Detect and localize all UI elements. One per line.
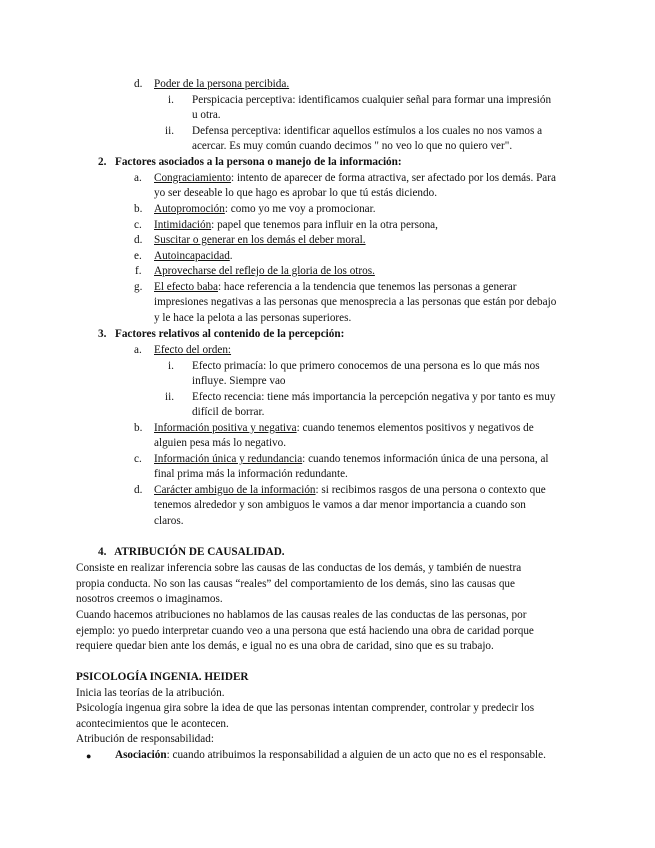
list-marker: d. bbox=[134, 484, 143, 496]
list-marker: b. bbox=[134, 203, 143, 215]
list-item bbox=[154, 280, 516, 296]
list-item-text: u otra. bbox=[192, 109, 221, 121]
list-item-text: : intento de aparecer de forma atractiva, ser afectado por los demás. Para bbox=[231, 172, 556, 184]
list-item-term: Intimidación bbox=[154, 219, 212, 231]
list-item-term: Aprovecharse del reflejo de la gloria de los otros. bbox=[154, 265, 375, 277]
list-item-term: Carácter ambiguo de la información bbox=[154, 484, 316, 496]
list-item bbox=[154, 218, 438, 234]
section-title: Factores relativos al contenido de la percepción: bbox=[115, 328, 345, 340]
list-marker: c. bbox=[134, 453, 142, 465]
list-item bbox=[154, 233, 366, 249]
list-marker: ii. bbox=[165, 391, 175, 403]
list-item-term: Congraciamiento bbox=[154, 172, 232, 184]
list-item-text: Perspicacia perceptiva: identificamos cualquier señal para formar una impresión bbox=[192, 94, 552, 106]
section-title: Factores asociados a la persona o manejo de la información: bbox=[115, 156, 402, 168]
list-item-text: : cuando tenemos información única de una persona, al bbox=[302, 453, 549, 465]
list-item-text: y le hace la pelota a las personas superiores. bbox=[154, 312, 352, 324]
list-item-term: Información única y redundancia bbox=[154, 453, 303, 465]
list-item-term: El efecto baba bbox=[154, 281, 218, 293]
list-item-text: Defensa perceptiva: identificar aquellos estímulos a los cuales no nos vamos a bbox=[192, 125, 543, 137]
list-item-term: Efecto del orden: bbox=[154, 344, 232, 356]
paragraph-line: acontecimientos que le acontecen. bbox=[76, 718, 229, 730]
paragraph-line: ejemplo: yo puedo interpretar cuando veo a una persona que está haciendo una obra de caridad porque bbox=[76, 625, 534, 637]
list-item-text: impresiones negativas a las personas que menosprecia a las personas que están por debajo bbox=[154, 296, 557, 308]
section-heading: 4. ATRIBUCIÓN DE CAUSALIDAD. bbox=[98, 546, 285, 558]
list-item bbox=[154, 202, 376, 218]
list-marker: e. bbox=[134, 250, 142, 262]
list-item-text: : cuando atribuimos la responsabilidad a alguien de un acto que no es el responsable. bbox=[166, 749, 546, 761]
list-item-text: difícil de borrar. bbox=[192, 406, 265, 418]
list-item-text: tenemos alrededor y son ambiguos le vamos a dar menor importancia a cuando son bbox=[154, 499, 526, 511]
list-marker: ii. bbox=[165, 125, 175, 137]
list-item-text: : si recibimos rasgos de una persona o contexto que bbox=[315, 484, 546, 496]
list-marker: g. bbox=[134, 281, 143, 293]
list-item-term: Autopromoción bbox=[154, 203, 225, 215]
list-item-term: Asociación bbox=[115, 749, 167, 761]
list-marker: i. bbox=[168, 94, 174, 106]
list-item bbox=[154, 171, 556, 187]
paragraph-line: Psicología ingenua gira sobre la idea de que las personas intentan comprender, controlar y predecir los bbox=[76, 702, 535, 714]
list-marker: d. bbox=[134, 78, 143, 90]
list-item-text: : papel que tenemos para influir en la otra persona, bbox=[211, 219, 438, 231]
list-item-text: claros. bbox=[154, 515, 184, 527]
section-heading: PSICOLOGÍA INGENIA. HEIDER bbox=[76, 671, 249, 683]
section-number: 2. bbox=[98, 156, 107, 168]
paragraph-line: requiere quedar bien ante los demás, e igual no es una obra de caridad, sino que es su trabajo. bbox=[76, 640, 494, 652]
list-item-term: Autoincapacidad bbox=[154, 250, 230, 262]
section-number: 3. bbox=[98, 328, 107, 340]
paragraph-line: propia conducta. No son las causas “reales” del comportamiento de los demás, sino las causas que bbox=[76, 578, 515, 590]
list-item-term: Suscitar o generar en los demás el deber moral. bbox=[154, 234, 366, 246]
list-marker: a. bbox=[134, 172, 142, 184]
bullet-icon: ● bbox=[86, 751, 92, 761]
paragraph-line: Atribución de responsabilidad: bbox=[76, 733, 214, 745]
list-marker: d. bbox=[134, 234, 143, 246]
list-item-text: final prima más la información redundante. bbox=[154, 468, 348, 480]
list-item bbox=[154, 249, 233, 265]
list-item-text: acercar. Es muy común cuando decimos " no veo lo que no quiero ver". bbox=[192, 140, 513, 152]
list-item-text: : hace referencia a la tendencia que tenemos las personas a generar bbox=[217, 281, 517, 293]
paragraph-line: Cuando hacemos atribuciones no hablamos de las causas reales de las conductas de las personas, por bbox=[76, 609, 527, 621]
list-item-term: Información positiva y negativa bbox=[154, 422, 297, 434]
paragraph-line: Inicia las teorías de la atribución. bbox=[76, 687, 225, 699]
list-item-text: : cuando tenemos elementos positivos y negativos de bbox=[296, 422, 534, 434]
list-item-text: : como yo me voy a promocionar. bbox=[224, 203, 376, 215]
list-marker: i. bbox=[168, 360, 174, 372]
list-item bbox=[115, 748, 546, 764]
list-item bbox=[154, 421, 534, 437]
paragraph-line: nosotros creemos o imaginamos. bbox=[76, 593, 223, 605]
list-marker: f. bbox=[135, 265, 142, 277]
list-item bbox=[154, 452, 549, 468]
list-item-term: Poder de la persona percibida. bbox=[154, 78, 290, 90]
paragraph-line: Consiste en realizar inferencia sobre las causas de las conductas de los demás, y también de nuestra bbox=[76, 562, 522, 574]
list-item bbox=[154, 483, 546, 499]
list-marker: c. bbox=[134, 219, 142, 231]
list-item-text: influye. Siempre vao bbox=[192, 375, 286, 387]
list-marker: b. bbox=[134, 422, 143, 434]
list-item-text: . bbox=[229, 250, 233, 262]
list-item bbox=[154, 264, 375, 280]
list-item-text: alguien pesa más lo negativo. bbox=[154, 437, 287, 449]
list-item-text: yo ser deseable lo que hago es aprobar lo que tú estás diciendo. bbox=[154, 187, 438, 199]
list-marker: a. bbox=[134, 344, 142, 356]
list-item-text: Efecto recencia: tiene más importancia la percepción negativa y por tanto es muy bbox=[192, 391, 556, 403]
list-item-text: Efecto primacía: lo que primero conocemos de una persona es lo que más nos bbox=[192, 360, 540, 372]
